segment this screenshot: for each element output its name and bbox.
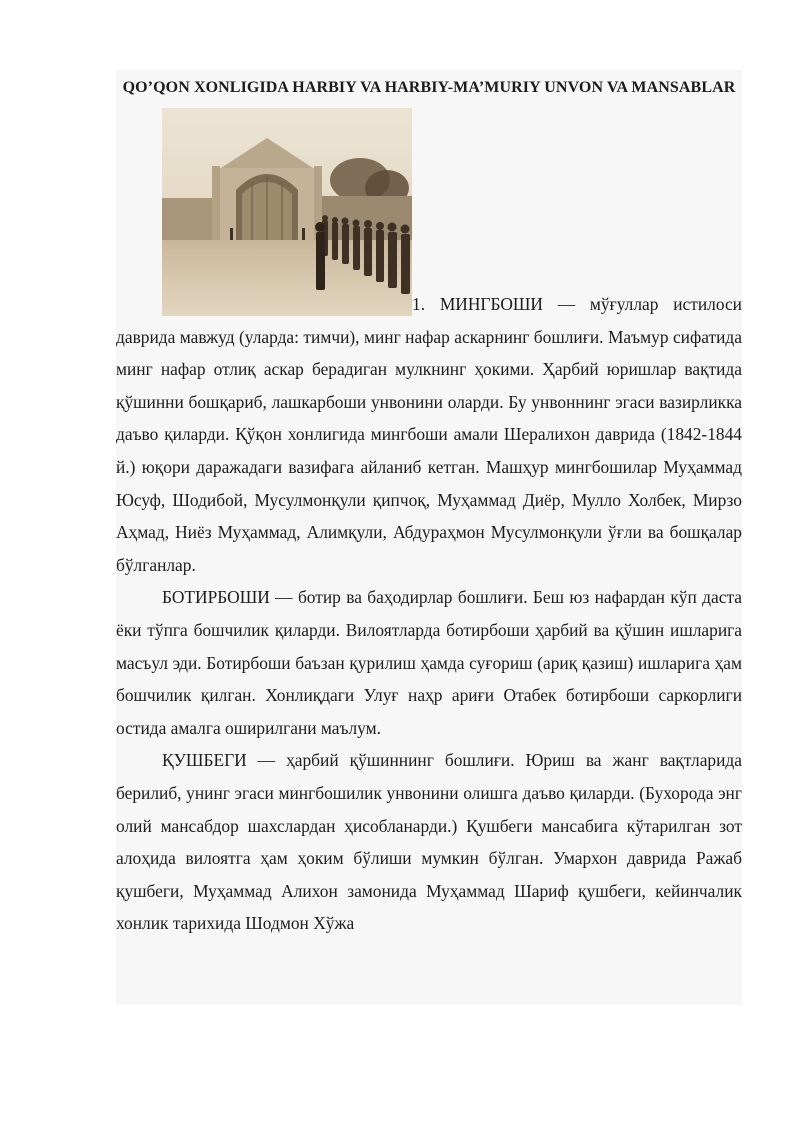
document-title: QO’QON XONLIGIDA HARBIY VA HARBIY-MA’MURIY UNVON VA MANSABLAR [122,79,736,96]
paragraph-mingboshi: 1. МИНГБОШИ — мўғуллар истилоси даврида мавжуд (уларда: тимчи), минг нафар аскарнинг бошлиғи. Маъмур сифатида минг нафар отлиқ аскар берадиган мулкнинг ҳокими. Ҳарбий юришлар вақтида қўшинни бошқариб, лашкарбоши унвонини оларди. Бу унвоннинг эгаси вазирликка даъво қиларди. Қўқон хонлигида мингбоши амали Шералихон даврида (1842-1844 й.) юқори даражадаги вазифага айланиб кетган. Машҳур мингбошилар Муҳаммад Юсуф, Шодибой, Мусулмонқули қипчоқ, Муҳаммад Диёр, Мулло Холбек, Мирзо Аҳмад, Ниёз Муҳаммад, Алимқули, Абдураҳмон Мусулмонқули ўғли ва бошқалар бўлганлар. [116,294,742,575]
document-page [116,70,742,1005]
photo-figure [162,108,412,316]
paragraph-qushbegi: ҚУШБЕГИ — ҳарбий қўшиннинг бошлиғи. Юриш ва жанг вақтларида берилиб, унинг эгаси мингбошилик унвонини олишга даъво қиларди. (Бухорода энг олий мансабдор шахслардан ҳисобланарди.) Қушбеги мансабига кўтарилган зот алоҳида вилоятга ҳам ҳоким бўлиши мумкин бўлган. Умархон даврида Ражаб қушбеги, Муҳаммад Алихон замонида Муҳаммад Шариф қушбеги, кейинчалик хонлик тарихида Шодмон Хўжа [116,750,742,934]
paragraph-botirboshi: БОТИРБОШИ — ботир ва баҳодирлар бошлиғи. Беш юз нафардан кўп даста ёки тўпга бошчилик қиларди. Вилоятларда ботирбоши ҳарбий ва қўшин ишларига масъул эди. Ботирбоши баъзан қурилиш ҳамда суғориш (ариқ қазиш) ишларига ҳам бошчилик қилган. Хонлиқдаги Улуғ наҳр ариғи Отабек ботирбоши саркорлиги остида амалга оширилгани маълум. [116,587,742,738]
historical-photo [162,108,412,316]
